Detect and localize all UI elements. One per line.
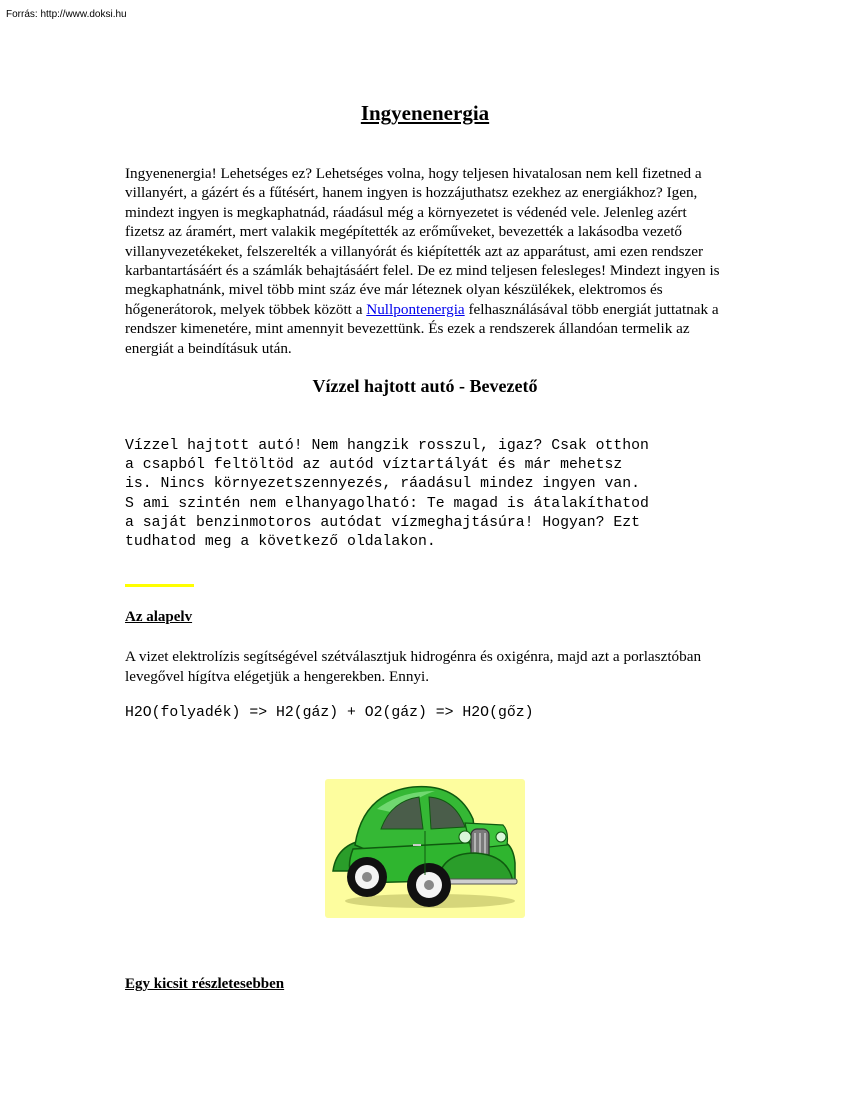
mono-line: is. Nincs környezetszennyezés, ráadásul mindez ingyen van. [125, 476, 641, 493]
green-car-image [325, 779, 525, 918]
nullpontenergia-link[interactable]: Nullpontenergia [366, 300, 465, 318]
section-heading-principle: Az alapelv [125, 609, 193, 625]
principle-paragraph: A vizet elektrolízis segítségével szétválasztjuk hidrogénra és oxigénra, majd azt a porlasztóban levegővel hígítva elégetjük a hengerekben. Ennyi. [125, 648, 702, 685]
yellow-divider [125, 584, 194, 587]
section-heading-details: Egy kicsit részletesebben [125, 976, 285, 992]
intro-paragraph [125, 164, 725, 358]
reaction-formula: H2O(folyadék) => H2(gáz) + O2(gáz) => H2O(gőz) [125, 705, 534, 721]
page-title: Ingyenenergia [360, 101, 490, 125]
source-label: Forrás: http://www.doksi.hu [6, 9, 127, 20]
section-subtitle: Vízzel hajtott autó - Bevezető [312, 376, 538, 396]
intro-text-end: felhasználásával több energiát juttatnak a rendszer kimenetére, mint amennyit bevezettünk. És ezek a rendszerek állandóan termelik az energiát a beindításuk után. [125, 300, 719, 357]
mono-line: a csapból feltöltöd az autód víztartályát és már mehetsz [125, 457, 623, 474]
intro-mono-text [125, 437, 745, 552]
mono-line: S ami szintén nem elhanyagolható: Te magad is átalakíthatod [125, 495, 649, 512]
mono-line: a saját benzinmotoros autódat vízmeghajtásúra! Hogyan? Ezt [125, 514, 641, 531]
car-illustration [325, 779, 525, 918]
mono-line: Vízzel hajtott autó! Nem hangzik rosszul, igaz? Csak otthon [125, 438, 649, 454]
intro-text-start: Ingyenenergia! Lehetséges ez? Lehetséges volna, hogy teljesen hivatalosan nem kell fizetned a villanyért, a gázért és a fűtésért, hanem ingyen is hozzájuthatsz ezekhez az energiákhoz? Igen, mindezt ingyen is megkaphatnád, ráadásul még a környezetet is védenéd vele. Jelenleg azért fizetsz az áramért, mert valakik megépítették az erőműveket, bevezették a lakásodba vezető villanyvezetékeket, felszerelték a villanyórát és kiépítették azt az apparátust, ami ezen rendszer karbantartásáért és a számlák behajtásáért felel. De ez mind teljesen felesleges! Mindezt ingyen is megkaphatnánk, mivel több mint száz éve már léteznek olyan készülékek, elektromos és hőgenerátorok, melyek többek között a [125, 165, 720, 318]
mono-line: tudhatod meg a következő oldalakon. [125, 534, 436, 551]
